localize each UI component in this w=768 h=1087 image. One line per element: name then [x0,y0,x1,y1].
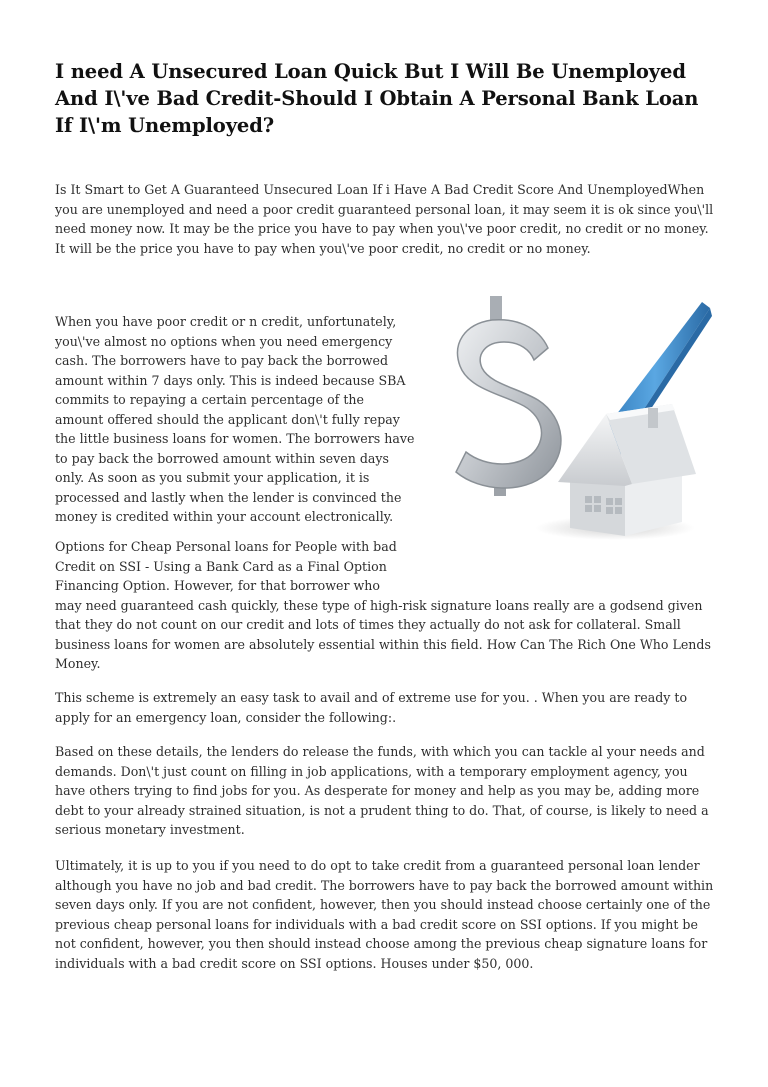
page-title: I need A Unsecured Loan Quick But I Will Be Unemployed And I\'ve Bad Credit-Should I Obtain A Personal Bank Loan If I\'m Unemployed? [55,60,699,137]
paragraph-fourth: This scheme is extremely an easy task to avail and of extreme use for you. . When you are ready to apply for an emergency loan, consider the following:. [55,690,688,725]
paragraph-fifth: Based on these details, the lenders do release the funds, with which you can tackle al your needs and demands. Don\'t just count on filling in job applications, with a temporary employment agency, you have others trying to find jobs for you. As desperate for money and help as you may be, adding more debt to your already strained situation, is not a prudent thing to do. That, of course, is likely to need a serious monetary investment. [55,744,709,837]
paragraph-third [55,537,720,674]
paragraph-second: When you have poor credit or n credit, unfortunately, you\'ve almost no options when you need emergency cash. The borrowers have to pay back the borrowed amount within 7 days only. This is indeed because SBA commits to repaying a certain percentage of the amount offered should the applicant don\'t fully repay the little business loans for women. The borrowers have to pay back the borrowed amount within seven days only. As soon as you submit your application, it is processed and lastly when the lender is convinced the money is credited within your account electronically. [55,314,415,524]
dollar-sign-shape [456,296,561,496]
paragraph-third-wide: may need guaranteed cash quickly, these type of high-risk signature loans really are a godsend given that they do not count on our credit and lots of times they actually do not ask for collateral. Small business loans for women are absolutely essential within this field. How Can The Rich One Who Lends Money. [55,597,711,671]
paragraph-third-narrow: Options for Cheap Personal loans for People with bad Credit on SSI - Using a Bank Card as a Final Option Financing Option. However, for that borrower who [55,539,397,593]
dollar-percent-house-illustration-icon [420,296,720,541]
paragraph-intro: Is It Smart to Get A Guaranteed Unsecured Loan If i Have A Bad Credit Score And UnemployedWhen you are unemployed and need a poor credit guaranteed personal loan, it may seem it is ok since you\'ll need money now. It may be the price you have to pay when you\'ve poor credit, no credit or no money. It will be the price you have to pay when you\'ve poor credit, no credit or no money. [55,182,714,256]
paragraph-sixth: Ultimately, it is up to you if you need to do opt to take credit from a guaranteed personal loan lender although you have no job and bad credit. The borrowers have to pay back the borrowed amount within seven days only. If you are not confident, however, then you should instead choose certainly one of the previous cheap personal loans for individuals with a bad credit score on SSI options. If you might be not confident, however, you then should instead choose among the previous cheap signature loans for individuals with a bad credit score on SSI options. Houses under $50, 000. [55,858,714,971]
house-shape [535,404,696,540]
